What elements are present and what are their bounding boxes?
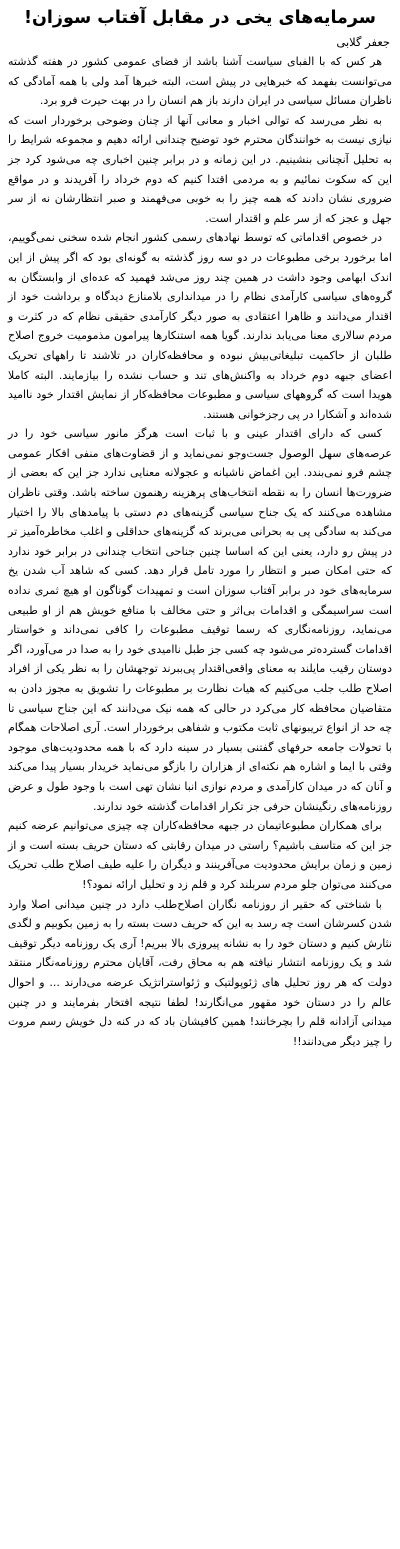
article-paragraph: هر کس که با الفبای سیاست آشنا باشد از فضای عمومی کشور در هفته گذشته می‌توانست بفهمد که خبرهایی در پیش است، البته خبرها آمد ولی با همه آمادگی که ناظران مسائل سیاسی در ایران دارند باز هم انسان را در بهت حیرت فرو برد. [8, 55, 392, 108]
article-paragraph: کسی که دارای اقتدار عینی و با ثبات است هرگز مانور سیاسی خود را در عرصه‌های سهل الوصول جست‌وجو نمی‌نماید و از قضاوت‌های منفی افکار عمومی چشم فرو نمی‌بندد. این اغماض ناشیانه و عجولانه معنایی ندارد جز این که بعضی از ضرورت‌ها انسان را به نقطه انتخاب‌های پرهزینه رهنمون ساخته باشد. وقتی ناظران مشاهده می‌کنند که یک جناح سیاسی گزینه‌های دم دستی با پیامدهای بالا را اختیار می‌کند به سادگی پی به بحرانی می‌برند که گزینه‌های حداقلی و اغلب مخاطره‌آمیز تر در پیش رو دارد، یعنی این که اساسا چنین جناحی انتخاب چندانی در برابر خود ندارد که حتی امکان صبر و انتظار را مورد تامل قرار دهد. کسی که شاهد آب شدن یخ سرمایه‌های خود در برابر آفتاب سوزان است و تمهیدات گوناگون او هیچ ثمری نداده است سراسیمگی و اقدامات بی‌اثر و حتی مخالف با منافع خویش هم از او طبیعی می‌نماید، روزنامه‌نگاری که رسما توقیف مطبوعات را کافی نمی‌داند و خواستار اقدامات گسترده‌تر می‌شود چه کسی جز طبل ناامیدی خود را به صدا در می‌آورد، اگر دوستان رقیب مایلند به معنای واقعی‌اقتدار پی‌ببرند توجهشان را به نظر یکی از افراد اصلاح طلب جلب می‌کنیم که هیات نظارت بر مطبوعات را تشویق به مجوز دادن به متقاضیان محافظه کار می‌کرد در حالی که همه نیک می‌دانند که این جناح سیاسی تا چه حد از انواع تریبونهای ثابت مکتوب و شفاهی برخوردار است. آری اصلاحات همگام با تحولات جامعه حرفهای گفتنی بسیار در سینه دارد که با همه محدودیت‌های موجود وقتی با ایما و اشاره هم نکته‌ای از هزاران را بازگو می‌نماید خریدار بسیار پیدا می‌کند و آنان که در میدان کارآمدی و مردم نوازی انبا نشان تهی است با وجود طول و عرض روزنامه‌های رنگینشان حرفی جز تکرار اقدامات گذشته خود ندارند. [8, 427, 392, 813]
article-body [8, 52, 392, 1051]
article-paragraph: در خصوص اقداماتی که توسط نهادهای رسمی کشور انجام شده سخنی نمی‌گوییم، اما برخورد برخی مطبوعات در دو سه روز گذشته به گونه‌ای بود که اگر پیش از این اندک ابهامی وجود داشت در همین چند روز می‌شد فهمید که عده‌ای از وابستگان به گروه‌های سیاسی کارآمدی نظام را در میدانداری بلامنازع دیدگاه و برداشت خود از اقتدار می‌دانند و ظاهرا اعتقادی به صور دیگر کارآمدی حقیقی نظام که در کثرت و مردم سالاری معنا می‌یابد ندارند. گویا همه استنکارها پیرامون مذمومیت خروج اصلاح طلبان از حاکمیت تبلیغاتی‌بیش نبوده و محافظه‌کاران در تلاشند تا راههای تحریک اعضای جبهه دوم خرداد به واکنش‌های تند و حساب نشده را بیازمایند. البته کاملا هویدا است که گروههای سیاسی و مطبوعات محافظه‌کار از نمایش اقتدار خود ناامید شده‌اند و آشکارا در پی رجزخوانی هستند. [8, 231, 392, 421]
article-headline: سرمایه‌های یخی در مقابل آفتاب سوزان! [24, 8, 376, 28]
author-byline: جعفر گلابی [336, 35, 390, 49]
article-paragraph: برای همکاران مطبوعاتیمان در جبهه محافظه‌کاران چه چیزی می‌توانیم عرضه کنیم جز این که متاسف باشیم؟ راستی در میدان رقابتی که دستان حریف بسته است و از زمین و زمان برایش محدودیت می‌آفرینند و دیگران را علیه طیف اصلاح طلب تحریک می‌کنند می‌توان جلو مردم سربلند کرد و قلم زد و تحلیل ارائه نمود؟! [8, 819, 392, 891]
article-paragraph: با شناختی که حقیر از روزنامه نگاران اصلاح‌طلب دارد در چنین میدانی اصلا وارد شدن کسرشان است چه رسد به این که حریف دست بسته را به زمین بکوبیم و لگدی نثارش کنیم و دستان خود را به نشانه پیروزی بالا ببریم! آری یک روزنامه دیگر توقیف شد و یک روزنامه انتشار نیافته هم به محاق رفت، آقایان محترم روزنامه‌نگار منتقد دولت که هر روز تحلیل های ژئوپولتیک و ژئواستراتژیک عرضه می‌دارند ... و احوال عالم را در دستان خود مقهور می‌انگارند! لطفا نتیجه افتخار بفرمایند و در چنین میدانی آزادانه قلم را بچرخانند! همین کافیشان باد که در کنه دل خویش رسم مروت را چیز دیگر می‌دانند!! [8, 897, 392, 1048]
article-paragraph: به نظر می‌رسد که توالی اخبار و معانی آنها از چنان وضوحی برخوردار است که نیازی نیست به خوانندگان محترم خود توضیح چندانی ارائه دهیم و مجموعه شرایط را به تحلیل آنچنانی بنشینیم. در این زمانه و در برابر چنین اخباری چه می‌شود کرد جز این که سکوت نمائیم و به مردمی اقتدا کنیم که دوم خرداد را آفریدند و در مواقع ضروری نشان دادند که همه چیز را به خوبی می‌فهمند و صبر انتظارشان نه از سر جهل و عجز که از سر علم و اقتدار است. [8, 113, 392, 225]
